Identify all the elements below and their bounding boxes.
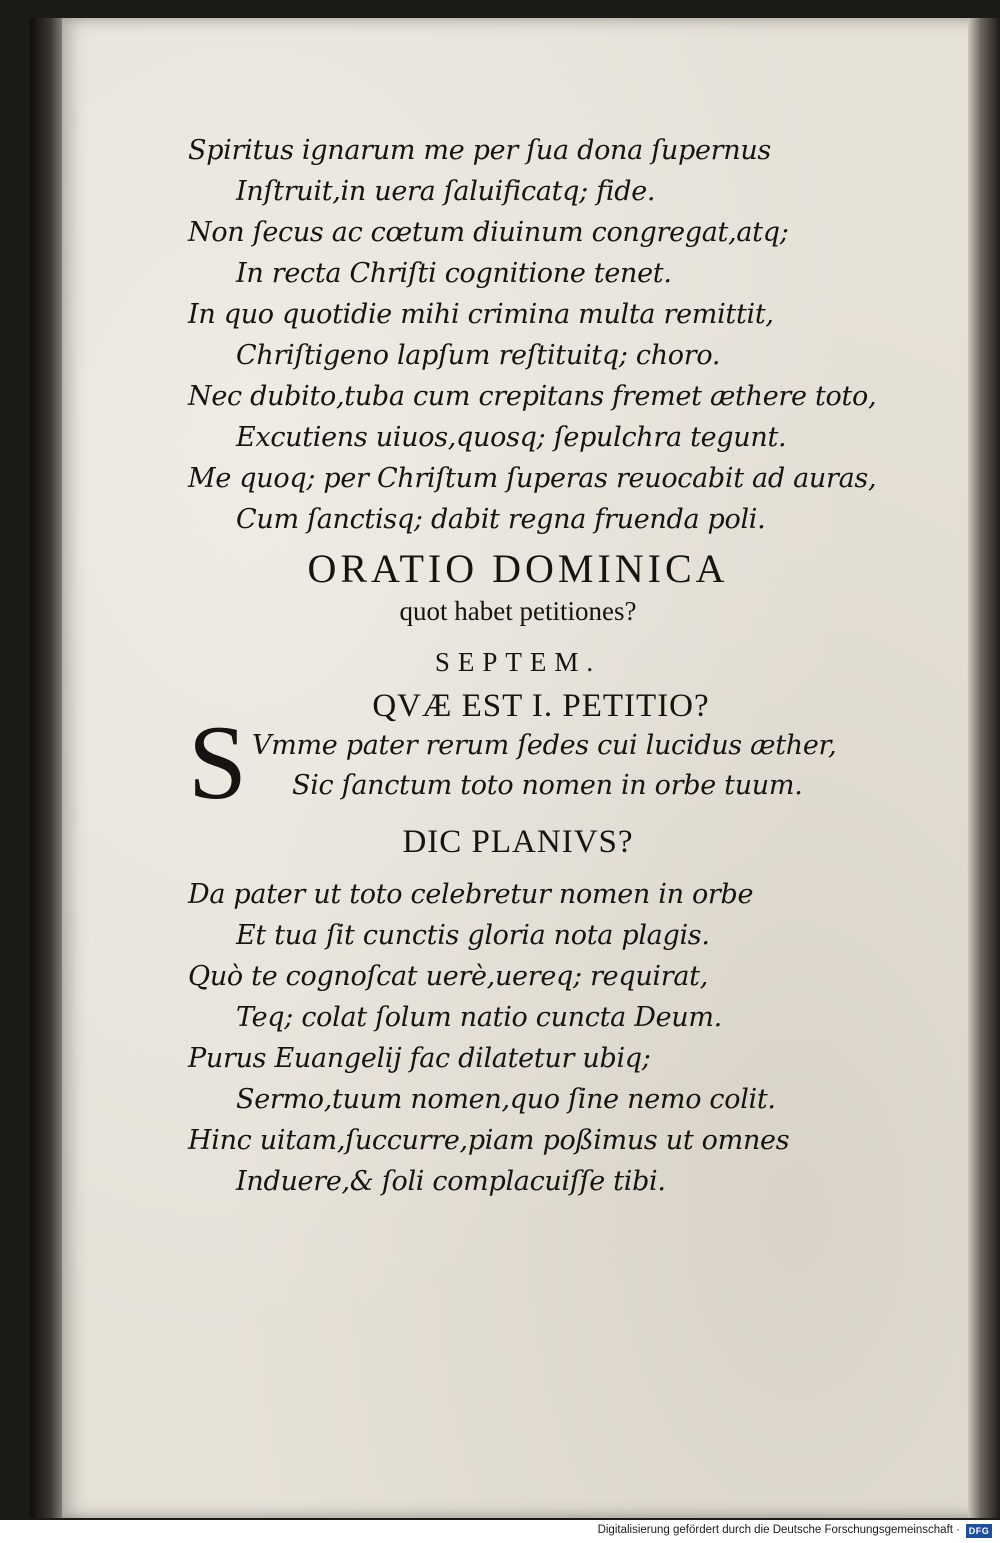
verse-line: Me quoq; per Chriſtum ſuperas reuocabit ad auras, [188, 463, 877, 494]
verse-line: Et tua ſit cunctis gloria nota plagis. [236, 920, 710, 951]
dfg-logo: DFG [966, 1524, 992, 1538]
heading-dic-planius: DIC PLANIVS? [402, 824, 634, 860]
page-right-edge [968, 18, 1000, 1518]
page-left-edge [30, 18, 64, 1518]
verse-line: Vmme pater rerum ſedes cui lucidus æther, [252, 730, 837, 761]
verse-line: Chriſtigeno lapſum reſtituitq; choro. [236, 340, 721, 371]
verse-line: Da pater ut toto celebretur nomen in orbe [188, 879, 754, 910]
verse-line: Non ſecus ac cœtum diuinum congregat,atq; [188, 217, 789, 248]
footer-credit: Digitalisierung gefördert durch die Deutsche Forschungsgemeinschaft · [597, 1524, 960, 1536]
verse-line: Sic ſanctum toto nomen in orbe tuum. [292, 770, 803, 801]
verse-line: Inſtruit,in uera ſaluificatq; fide. [236, 176, 656, 207]
heading-quot-habet: quot habet petitiones? [399, 596, 637, 626]
poem-bottom [188, 874, 848, 1202]
heading-oratio-dominica: ORATIO DOMINICA [307, 546, 729, 591]
verse-line: In recta Chriſti cognitione tenet. [236, 258, 672, 289]
verse-line: Purus Euangelij fac dilatetur ubiq; [188, 1043, 651, 1074]
verse-line: Excutiens uiuos,quosq; ſepulchra tegunt. [236, 422, 787, 453]
verse-line: Spiritus ignarum me per ſua dona ſupernus [188, 135, 771, 166]
verse-line: Quò te cognoſcat uerè,uereq; requirat, [188, 961, 709, 992]
drop-cap-initial: S [188, 704, 247, 821]
verse-line: Hinc uitam,ſuccurre,piam poßimus ut omnes [188, 1125, 790, 1156]
verse-line: Cum ſanctisq; dabit regna fruenda poli. [236, 504, 766, 535]
verse-line: Teq; colat ſolum natio cuncta Deum. [236, 1002, 722, 1033]
heading-petitio: QVÆ EST I. PETITIO? [372, 688, 710, 724]
page-text [188, 130, 877, 1202]
heading-septem: SEPTEM. [434, 647, 602, 677]
digitization-footer [0, 1520, 1000, 1543]
verse-line: Induere,& ſoli complacuiſſe tibi. [236, 1166, 666, 1197]
poem-top [188, 130, 877, 540]
verse-line: Nec dubito,tuba cum crepitans fremet æthere toto, [188, 381, 877, 412]
initial-stanza-lines [252, 726, 836, 806]
verse-line: In quo quotidie mihi crimina multa remittit, [188, 299, 774, 330]
verse-line: Sermo,tuum nomen,quo ſine nemo colit. [236, 1084, 776, 1115]
